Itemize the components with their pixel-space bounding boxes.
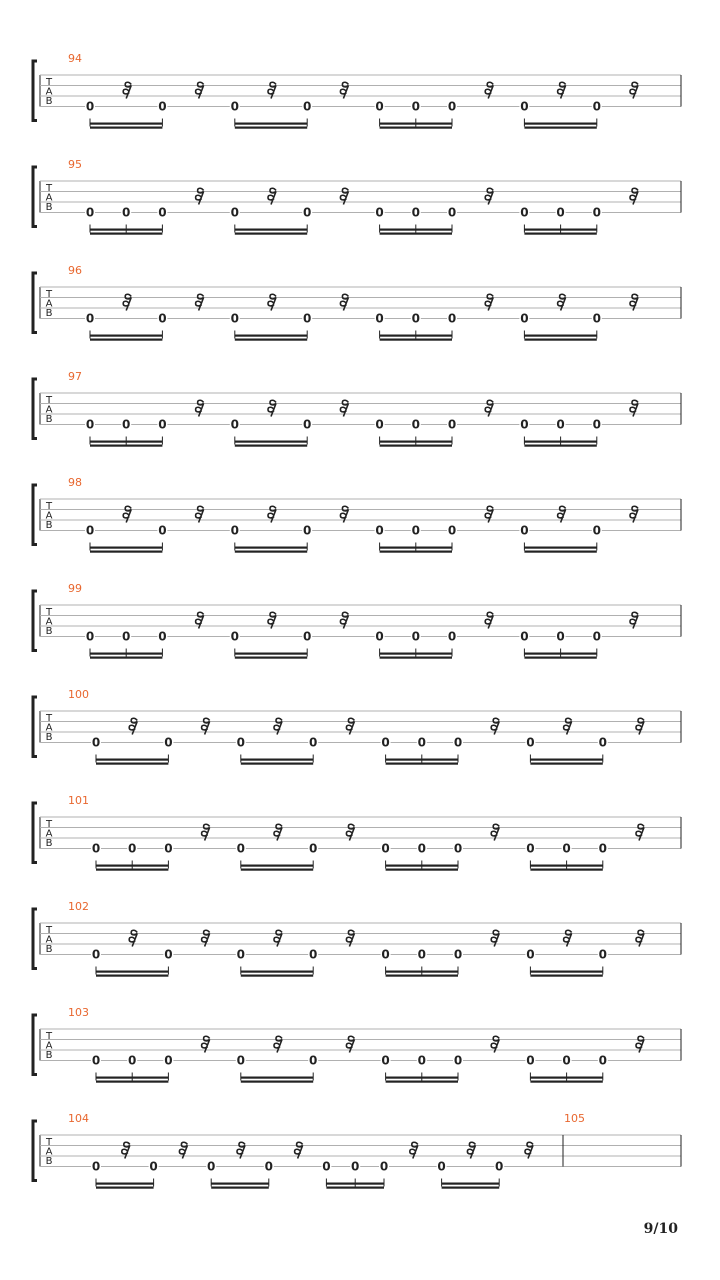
fret-number: 0	[128, 1053, 137, 1068]
beam	[380, 551, 452, 553]
measure-number: 103	[68, 1006, 89, 1019]
beam	[90, 445, 162, 447]
beam	[90, 127, 162, 129]
beam	[380, 229, 452, 231]
fret-number: 0	[158, 205, 167, 220]
measure-number: 98	[68, 476, 82, 489]
fret-number: 0	[381, 735, 390, 750]
beam	[524, 445, 596, 447]
fret-number: 0	[322, 1159, 331, 1174]
beam	[235, 127, 307, 129]
fret-number: 0	[164, 735, 173, 750]
beam	[235, 339, 307, 341]
beam	[530, 1081, 602, 1083]
fret-number: 0	[236, 1053, 245, 1068]
beam	[380, 445, 452, 447]
beam	[524, 547, 596, 549]
beam	[380, 653, 452, 655]
tab-clef-letter: T	[45, 183, 53, 194]
beam	[524, 657, 596, 659]
fret-number: 0	[309, 947, 318, 962]
beam	[442, 1187, 500, 1189]
fret-number: 0	[375, 523, 384, 538]
beam	[235, 123, 307, 125]
fret-number: 0	[158, 523, 167, 538]
beam	[524, 653, 596, 655]
beam	[90, 551, 162, 553]
fret-number: 0	[122, 629, 131, 644]
fret-number: 0	[447, 629, 457, 644]
fret-number: 0	[91, 735, 101, 750]
beam	[386, 865, 458, 867]
fret-number: 0	[526, 947, 535, 962]
fret-number: 0	[411, 205, 420, 220]
fret-number: 0	[598, 1053, 607, 1068]
measure-number: 102	[68, 900, 89, 913]
tab-clef-letter: B	[45, 838, 53, 849]
fret-number: 0	[164, 1053, 173, 1068]
fret-number: 0	[592, 629, 601, 644]
beam	[235, 335, 307, 337]
beam	[235, 657, 307, 659]
tab-clef-letter: A	[45, 298, 53, 310]
fret-number: 0	[85, 99, 95, 114]
tab-clef-letter: A	[45, 1040, 53, 1052]
tab-clef-letter: A	[45, 1146, 53, 1158]
fret-number: 0	[447, 99, 457, 114]
fret-number: 0	[526, 735, 535, 750]
fret-number: 0	[598, 735, 607, 750]
fret-number: 0	[411, 417, 420, 432]
tab-system	[33, 264, 681, 341]
tab-clef-letter: A	[45, 934, 53, 946]
tab-system	[33, 476, 681, 553]
tab-clef-letter: A	[45, 616, 53, 628]
beam	[235, 653, 307, 655]
beam	[524, 127, 596, 129]
tab-clef-letter: T	[45, 1031, 53, 1042]
beam	[90, 233, 162, 235]
fret-number: 0	[379, 1159, 389, 1174]
beam	[211, 1183, 269, 1185]
beam	[380, 657, 452, 659]
tab-clef-letter: B	[45, 308, 53, 319]
beam	[241, 865, 313, 867]
fret-number: 0	[303, 417, 312, 432]
fret-number: 0	[303, 629, 312, 644]
tab-clef-letter: B	[45, 1156, 53, 1167]
beam	[211, 1187, 269, 1189]
fret-number: 0	[91, 947, 101, 962]
beam	[241, 971, 313, 973]
fret-number: 0	[417, 735, 426, 750]
beam	[326, 1183, 384, 1185]
beam	[326, 1187, 384, 1189]
tab-system	[33, 158, 681, 235]
beam	[530, 975, 602, 977]
tab-clef-letter: T	[45, 289, 53, 300]
beam	[386, 759, 458, 761]
beam	[96, 975, 168, 977]
beam	[90, 547, 162, 549]
beam	[380, 547, 452, 549]
beam	[241, 759, 313, 761]
beam	[90, 229, 162, 231]
beam	[524, 233, 596, 235]
system-bracket	[33, 1121, 37, 1181]
tab-clef-letter: A	[45, 722, 53, 734]
beam	[524, 339, 596, 341]
fret-number: 0	[164, 947, 173, 962]
beam	[235, 551, 307, 553]
fret-number: 0	[375, 205, 384, 220]
measure-number: 105	[564, 1112, 585, 1125]
tab-clef-letter: B	[45, 1050, 53, 1061]
fret-number: 0	[85, 205, 95, 220]
fret-number: 0	[85, 523, 95, 538]
beam	[90, 653, 162, 655]
tab-clef-letter: T	[45, 77, 53, 88]
tab-clef-letter: T	[45, 819, 53, 830]
beam	[96, 1183, 154, 1185]
measure-number: 99	[68, 582, 82, 595]
fret-number: 0	[122, 417, 131, 432]
beam	[90, 335, 162, 337]
fret-number: 0	[411, 629, 420, 644]
fret-number: 0	[375, 311, 384, 326]
tab-clef-letter: B	[45, 520, 53, 531]
measure-number: 100	[68, 688, 89, 701]
beam	[524, 441, 596, 443]
fret-number: 0	[447, 523, 457, 538]
fret-number: 0	[85, 311, 95, 326]
tab-clef-letter: B	[45, 414, 53, 425]
fret-number: 0	[592, 417, 601, 432]
fret-number: 0	[149, 1159, 158, 1174]
fret-number: 0	[158, 311, 167, 326]
fret-number: 0	[520, 205, 529, 220]
system-bracket	[33, 591, 37, 651]
beam	[241, 1081, 313, 1083]
beam	[530, 1077, 602, 1079]
fret-number: 0	[417, 1053, 426, 1068]
fret-number: 0	[453, 735, 463, 750]
fret-number: 0	[91, 1053, 101, 1068]
beam	[90, 441, 162, 443]
fret-number: 0	[91, 841, 101, 856]
fret-number: 0	[526, 1053, 535, 1068]
tab-clef-letter: B	[45, 96, 53, 107]
fret-number: 0	[158, 417, 167, 432]
fret-number: 0	[592, 523, 601, 538]
tab-clef-letter: T	[45, 501, 53, 512]
measure-number: 104	[68, 1112, 89, 1125]
fret-number: 0	[520, 523, 529, 538]
beam	[386, 1077, 458, 1079]
fret-number: 0	[520, 99, 529, 114]
fret-number: 0	[447, 311, 457, 326]
fret-number: 0	[417, 841, 426, 856]
fret-number: 0	[164, 841, 173, 856]
system-bracket	[33, 697, 37, 757]
beam	[241, 1077, 313, 1079]
fret-number: 0	[236, 841, 245, 856]
fret-number: 0	[230, 99, 239, 114]
system-bracket	[33, 1015, 37, 1075]
fret-number: 0	[520, 417, 529, 432]
fret-number: 0	[303, 523, 312, 538]
beam	[386, 975, 458, 977]
beam	[380, 335, 452, 337]
system-bracket	[33, 909, 37, 969]
beam	[380, 233, 452, 235]
fret-number: 0	[303, 99, 312, 114]
fret-number: 0	[411, 523, 420, 538]
beam	[530, 869, 602, 871]
beam	[530, 759, 602, 761]
fret-number: 0	[230, 417, 239, 432]
measure-number: 97	[68, 370, 82, 383]
tab-system	[33, 370, 681, 447]
system-bracket	[33, 61, 37, 121]
tab-system	[33, 794, 681, 871]
fret-number: 0	[592, 205, 601, 220]
fret-number: 0	[381, 841, 390, 856]
tab-clef-letter: B	[45, 626, 53, 637]
measure-number: 101	[68, 794, 89, 807]
page-number: 9/10	[643, 1221, 678, 1237]
tab-clef-letter: T	[45, 1137, 53, 1148]
fret-number: 0	[207, 1159, 216, 1174]
beam	[96, 1081, 168, 1083]
beam	[96, 763, 168, 765]
beam	[380, 441, 452, 443]
beam	[524, 123, 596, 125]
beam	[96, 1077, 168, 1079]
beam	[241, 975, 313, 977]
measure-number: 95	[68, 158, 82, 171]
fret-number: 0	[230, 205, 239, 220]
fret-number: 0	[520, 311, 529, 326]
beam	[96, 971, 168, 973]
tab-clef-letter: T	[45, 395, 53, 406]
tab-clef-letter: A	[45, 86, 53, 98]
tab-clef-letter: B	[45, 944, 53, 955]
beam	[90, 339, 162, 341]
tab-clef-letter: A	[45, 192, 53, 204]
beam	[90, 657, 162, 659]
fret-number: 0	[158, 99, 167, 114]
fret-number: 0	[453, 1053, 463, 1068]
fret-number: 0	[375, 99, 384, 114]
fret-number: 0	[122, 205, 131, 220]
beam	[530, 763, 602, 765]
fret-number: 0	[411, 311, 420, 326]
tab-clef-letter: B	[45, 202, 53, 213]
fret-number: 0	[411, 99, 420, 114]
beam	[386, 763, 458, 765]
fret-number: 0	[375, 417, 384, 432]
fret-number: 0	[351, 1159, 360, 1174]
beam	[530, 865, 602, 867]
tab-system	[33, 688, 681, 765]
tab-clef-letter: T	[45, 925, 53, 936]
beam	[386, 971, 458, 973]
beam	[386, 1081, 458, 1083]
beam	[524, 551, 596, 553]
tab-clef-letter: B	[45, 732, 53, 743]
fret-number: 0	[230, 629, 239, 644]
tab-clef-letter: A	[45, 828, 53, 840]
beam	[380, 123, 452, 125]
fret-number: 0	[417, 947, 426, 962]
fret-number: 0	[556, 417, 565, 432]
fret-number: 0	[556, 629, 565, 644]
beam	[524, 229, 596, 231]
fret-number: 0	[520, 629, 529, 644]
tab-system	[33, 1112, 681, 1189]
beam	[96, 865, 168, 867]
beam	[90, 123, 162, 125]
fret-number: 0	[447, 205, 457, 220]
fret-number: 0	[562, 1053, 571, 1068]
fret-number: 0	[309, 735, 318, 750]
fret-number: 0	[128, 841, 137, 856]
beam	[241, 869, 313, 871]
fret-number: 0	[592, 99, 601, 114]
fret-number: 0	[453, 947, 463, 962]
fret-number: 0	[556, 205, 565, 220]
tab-system	[33, 1006, 681, 1083]
measure-number: 96	[68, 264, 82, 277]
system-bracket	[33, 803, 37, 863]
fret-number: 0	[309, 841, 318, 856]
tab-clef-letter: T	[45, 607, 53, 618]
fret-number: 0	[495, 1159, 504, 1174]
system-bracket	[33, 379, 37, 439]
beam	[96, 1187, 154, 1189]
tab-system	[33, 582, 681, 659]
fret-number: 0	[303, 205, 312, 220]
fret-number: 0	[91, 1159, 101, 1174]
fret-number: 0	[85, 629, 95, 644]
fret-number: 0	[562, 841, 571, 856]
fret-number: 0	[598, 947, 607, 962]
fret-number: 0	[447, 417, 457, 432]
fret-number: 0	[381, 1053, 390, 1068]
beam	[386, 869, 458, 871]
tab-system	[33, 52, 681, 129]
fret-number: 0	[230, 311, 239, 326]
beam	[96, 759, 168, 761]
system-bracket	[33, 167, 37, 227]
fret-number: 0	[592, 311, 601, 326]
tab-clef-letter: T	[45, 713, 53, 724]
fret-number: 0	[375, 629, 384, 644]
fret-number: 0	[309, 1053, 318, 1068]
measure-number: 94	[68, 52, 82, 65]
beam	[442, 1183, 500, 1185]
beam	[235, 445, 307, 447]
beam	[235, 547, 307, 549]
tab-clef-letter: A	[45, 510, 53, 522]
beam	[530, 971, 602, 973]
fret-number: 0	[381, 947, 390, 962]
beam	[96, 869, 168, 871]
beam	[524, 335, 596, 337]
beam	[380, 339, 452, 341]
fret-number: 0	[526, 841, 535, 856]
fret-number: 0	[158, 629, 167, 644]
fret-number: 0	[437, 1159, 446, 1174]
tab-clef-letter: A	[45, 404, 53, 416]
fret-number: 0	[303, 311, 312, 326]
system-bracket	[33, 485, 37, 545]
tab-system	[33, 900, 681, 977]
fret-number: 0	[230, 523, 239, 538]
beam	[380, 127, 452, 129]
beam	[235, 233, 307, 235]
fret-number: 0	[236, 735, 245, 750]
beam	[235, 441, 307, 443]
fret-number: 0	[598, 841, 607, 856]
beam	[241, 763, 313, 765]
fret-number: 0	[453, 841, 463, 856]
system-bracket	[33, 273, 37, 333]
fret-number: 0	[264, 1159, 273, 1174]
beam	[235, 229, 307, 231]
fret-number: 0	[236, 947, 245, 962]
fret-number: 0	[85, 417, 95, 432]
